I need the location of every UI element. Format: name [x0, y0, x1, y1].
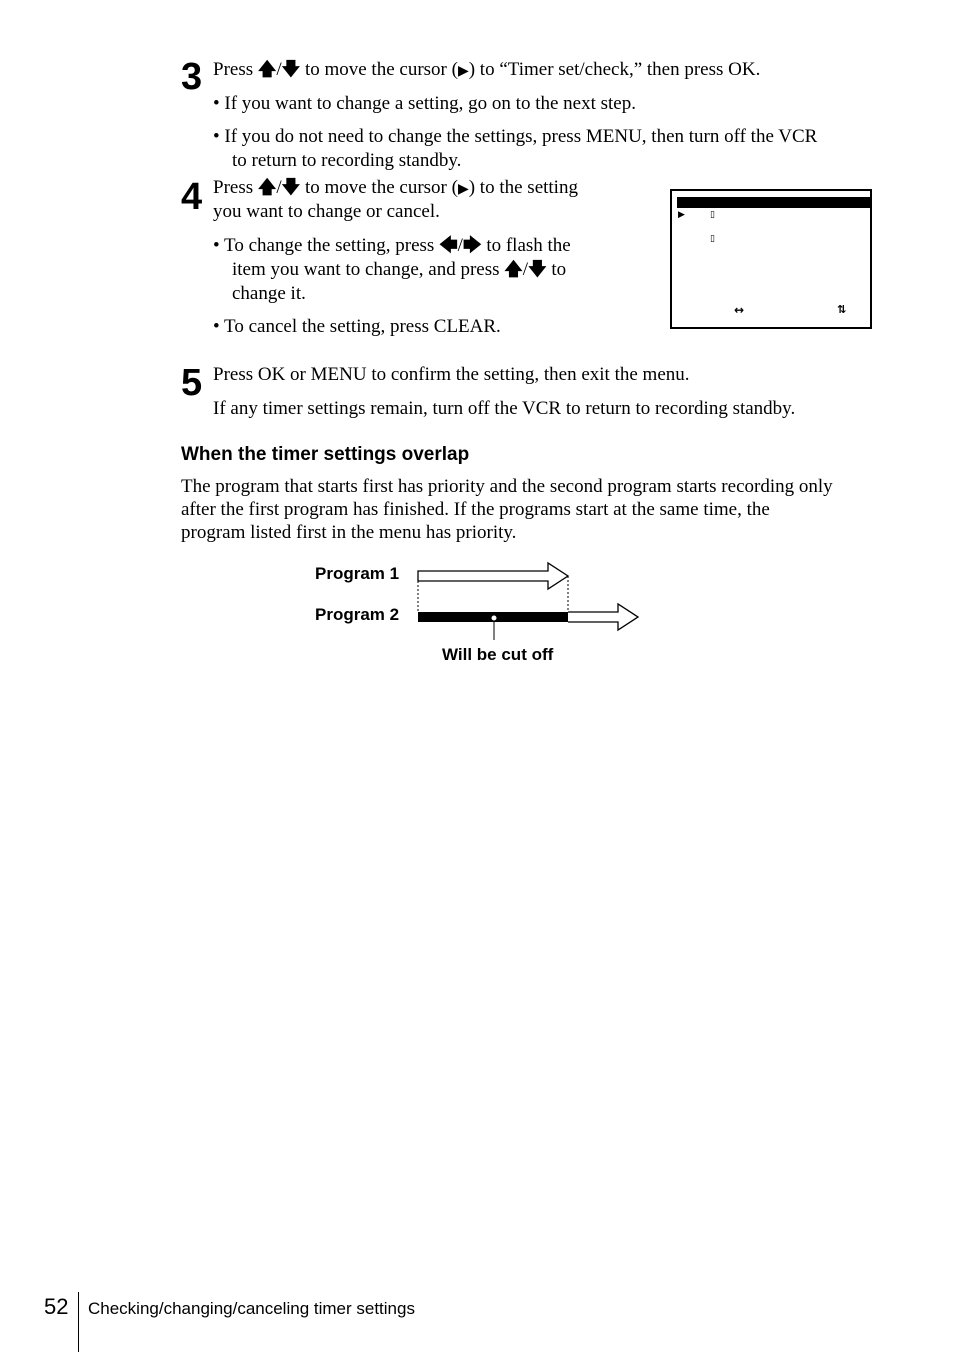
press-text: Press	[213, 59, 254, 80]
program-2-label: Program 2	[315, 605, 400, 624]
osd-item-icon: ▯	[710, 234, 715, 244]
step-3-bullet-1: • If you want to change a setting, go on to the next step.	[213, 93, 636, 114]
down-arrow-icon: 🡇	[281, 59, 301, 80]
slash: /	[276, 59, 282, 80]
osd-cursor-icon: ▶	[678, 210, 685, 220]
overlap-paragraph-line-2: after the first program has finished. If the programs start at the same time, the	[181, 499, 770, 520]
setting-text: ) to the setting	[468, 177, 578, 198]
slash: /	[276, 177, 282, 198]
step-4-bullet-1-line-2	[232, 258, 566, 282]
step-5-number: 5	[181, 362, 203, 404]
cut-off-pointer-dot	[491, 615, 497, 621]
slash: /	[457, 235, 463, 256]
press-text: Press	[213, 177, 254, 198]
osd-up-down-icon: ⇅	[837, 303, 847, 316]
cursor-icon: ▶	[457, 181, 469, 197]
item-text: item you want to change, and press	[232, 259, 505, 280]
osd-title-bar	[677, 197, 870, 208]
bullet-text: • To change the setting, press	[213, 235, 440, 256]
step-4-bullet-1	[213, 234, 571, 258]
step-3-number: 3	[181, 56, 203, 98]
cut-off-label: Will be cut off	[442, 645, 554, 664]
program-1-label: Program 1	[315, 564, 400, 583]
move-text: to move the cursor (	[300, 177, 458, 198]
osd-screen-illustration	[670, 189, 872, 329]
overlap-paragraph-line-1: The program that starts first has priority and the second program starts recording only	[181, 476, 833, 497]
step-3-bullet-2-cont: to return to recording standby.	[232, 150, 462, 171]
step-4-instruction	[213, 176, 578, 201]
overlap-diagram	[410, 555, 650, 640]
step-3-instruction	[213, 58, 760, 83]
section-heading: When the timer settings overlap	[181, 444, 470, 465]
section-title: Checking/changing/canceling timer settings	[88, 1299, 415, 1318]
to-text: to	[546, 259, 567, 280]
right-arrow-icon: 🡆	[462, 235, 482, 256]
slash: /	[522, 259, 529, 280]
program-1-arrow	[418, 563, 568, 589]
cursor-icon: ▶	[457, 63, 469, 79]
step-4-number: 4	[181, 176, 203, 218]
up-arrow-icon: 🡅	[257, 177, 277, 198]
step-4-bullet-2: • To cancel the setting, press CLEAR.	[213, 316, 501, 337]
timer-set-check-text: ) to “Timer set/check,” then press OK.	[468, 59, 761, 80]
left-arrow-icon: 🡄	[439, 235, 458, 256]
move-text: to move the cursor (	[300, 59, 458, 80]
page-number: 52	[44, 1294, 69, 1319]
down-arrow-icon: 🡇	[528, 259, 547, 280]
footer-divider	[78, 1292, 79, 1352]
osd-item-icon: ▯	[710, 210, 715, 220]
step-5-line-2: If any timer settings remain, turn off the VCR to return to recording standby.	[213, 398, 796, 419]
step-5-line-1: Press OK or MENU to confirm the setting, then exit the menu.	[213, 364, 690, 385]
up-arrow-icon: 🡅	[504, 259, 523, 280]
overlap-paragraph-line-3: program listed first in the menu has priority.	[181, 522, 517, 543]
osd-left-right-icon: ↔	[734, 303, 745, 317]
up-arrow-icon: 🡅	[257, 59, 277, 80]
flash-text: to flash the	[481, 235, 571, 256]
step-3-bullet-2: • If you do not need to change the settings, press MENU, then turn off the VCR	[213, 126, 818, 147]
down-arrow-icon: 🡇	[281, 177, 301, 198]
program-2-arrow	[568, 604, 638, 630]
step-4-bullet-1-line-3: change it.	[232, 283, 306, 304]
step-4-line-2: you want to change or cancel.	[213, 201, 440, 222]
